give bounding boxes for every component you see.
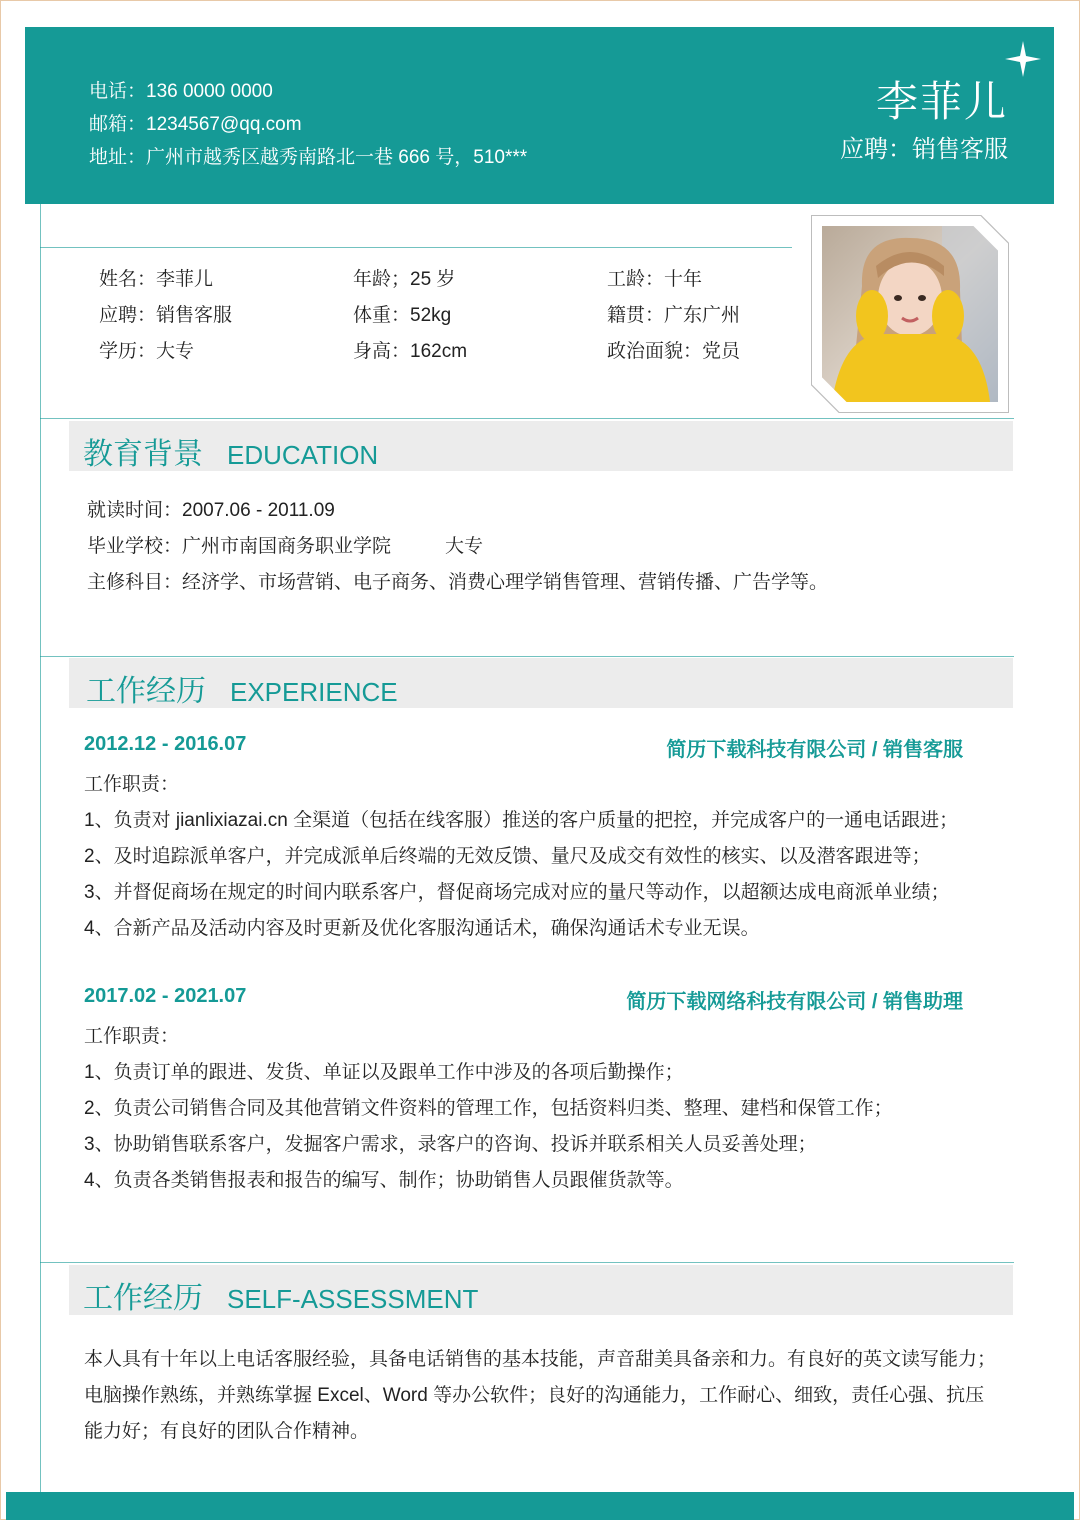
info-apply: 应聘：销售客服	[99, 305, 233, 326]
job-1-duty: 2、及时追踪派单客户，并完成派单后终端的无效反馈、量尺及成交有效性的核实、以及潜客跟进等；	[84, 846, 931, 867]
education-title-cn: 教育背景	[83, 438, 203, 471]
applied-position: 应聘：销售客服	[840, 136, 1008, 163]
education-courses: 主修科目：经济学、市场营销、电子商务、消费心理学销售管理、营销传播、广告学等。	[87, 572, 829, 593]
education-section-header	[69, 421, 1013, 471]
job-2-duty: 3、协助销售联系客户，发掘客户需求，录客户的咨询、投诉并联系相关人员妥善处理；	[84, 1134, 817, 1155]
job-1-period: 2012.12 - 2016.07	[84, 733, 247, 755]
info-name: 姓名：李菲儿	[99, 269, 214, 290]
job-1-duty: 1、负责对 jianlixiazai.cn 全渠道（包括在线客服）推送的客户质量的把控，并完成客户的一通电话跟进；	[84, 810, 959, 831]
job-2-duty: 2、负责公司销售合同及其他营销文件资料的管理工作，包括资料归类、整理、建档和保管工作；	[84, 1098, 893, 1119]
contact-block	[89, 75, 527, 174]
job-2-duty: 1、负责订单的跟进、发货、单证以及跟单工作中涉及的各项后勤操作；	[84, 1062, 684, 1083]
candidate-name: 李菲儿	[875, 78, 1008, 125]
experience-section-header	[69, 658, 1013, 708]
job-1-company: 简历下载科技有限公司 / 销售客服	[666, 739, 963, 761]
self-assessment-line: 能力好；有良好的团队合作精神。	[84, 1421, 370, 1442]
experience-title	[86, 666, 398, 710]
info-height: 身高：162cm	[353, 341, 468, 362]
sparkle-icon	[1005, 41, 1041, 77]
job-2-duty: 4、负责各类销售报表和报告的编写、制作；协助销售人员跟催货款等。	[84, 1170, 684, 1191]
info-age: 年龄；25 岁	[353, 269, 456, 290]
self-assessment-line: 本人具有十年以上电话客服经验，具备电话销售的基本技能，声音甜美具备亲和力。有良好的英文读写能力；	[84, 1349, 997, 1370]
resume-header	[25, 27, 1054, 204]
job-2-company: 简历下载网络科技有限公司 / 销售助理	[626, 991, 963, 1013]
profile-photo	[812, 216, 1008, 412]
education-title-en: EDUCATION	[227, 440, 379, 470]
self-assessment-line: 电脑操作熟练，并熟练掌握 Excel、Word 等办公软件；良好的沟通能力，工作耐心、细致，责任心强、抗压	[84, 1385, 985, 1406]
info-politics: 政治面貌：党员	[607, 341, 741, 362]
self-section-header	[69, 1265, 1013, 1315]
footer-bar	[6, 1492, 1074, 1520]
photo-image	[822, 226, 998, 402]
experience-title-cn: 工作经历	[86, 675, 206, 708]
self-divider	[40, 1262, 1014, 1263]
education-title	[83, 429, 378, 473]
job-1-duty: 3、并督促商场在规定的时间内联系客户，督促商场完成对应的量尺等动作，以超额达成电商派单业绩；	[84, 882, 950, 903]
job-2-period: 2017.02 - 2021.07	[84, 985, 247, 1007]
left-guide-line	[40, 204, 41, 1494]
experience-title-en: EXPERIENCE	[230, 677, 398, 707]
job-1-duty-label: 工作职责：	[84, 774, 180, 795]
info-education: 学历：大专	[99, 341, 195, 362]
self-title-en: SELF-ASSESSMENT	[227, 1284, 479, 1314]
self-title	[83, 1273, 478, 1317]
email-text: 邮箱：1234567@qq.com	[89, 114, 302, 135]
education-school: 毕业学校：广州市南国商务职业学院	[87, 536, 392, 557]
address-text: 地址：广州市越秀区越秀南路北一巷 666 号，510***	[89, 147, 528, 168]
job-2-duty-label: 工作职责：	[84, 1026, 180, 1047]
education-period: 就读时间：2007.06 - 2011.09	[87, 500, 335, 521]
education-divider	[40, 418, 1014, 419]
info-work-years: 工龄：十年	[607, 269, 703, 290]
info-native: 籍贯：广东广州	[607, 305, 741, 326]
experience-divider	[40, 656, 1014, 657]
info-weight: 体重：52kg	[353, 305, 452, 326]
phone-text: 电话：136 0000 0000	[89, 81, 273, 102]
job-1-duty: 4、合新产品及活动内容及时更新及优化客服沟通话术，确保沟通话术专业无误。	[84, 918, 760, 939]
self-title-cn: 工作经历	[83, 1282, 203, 1315]
info-divider	[40, 247, 792, 248]
education-degree: 大专	[445, 536, 484, 557]
